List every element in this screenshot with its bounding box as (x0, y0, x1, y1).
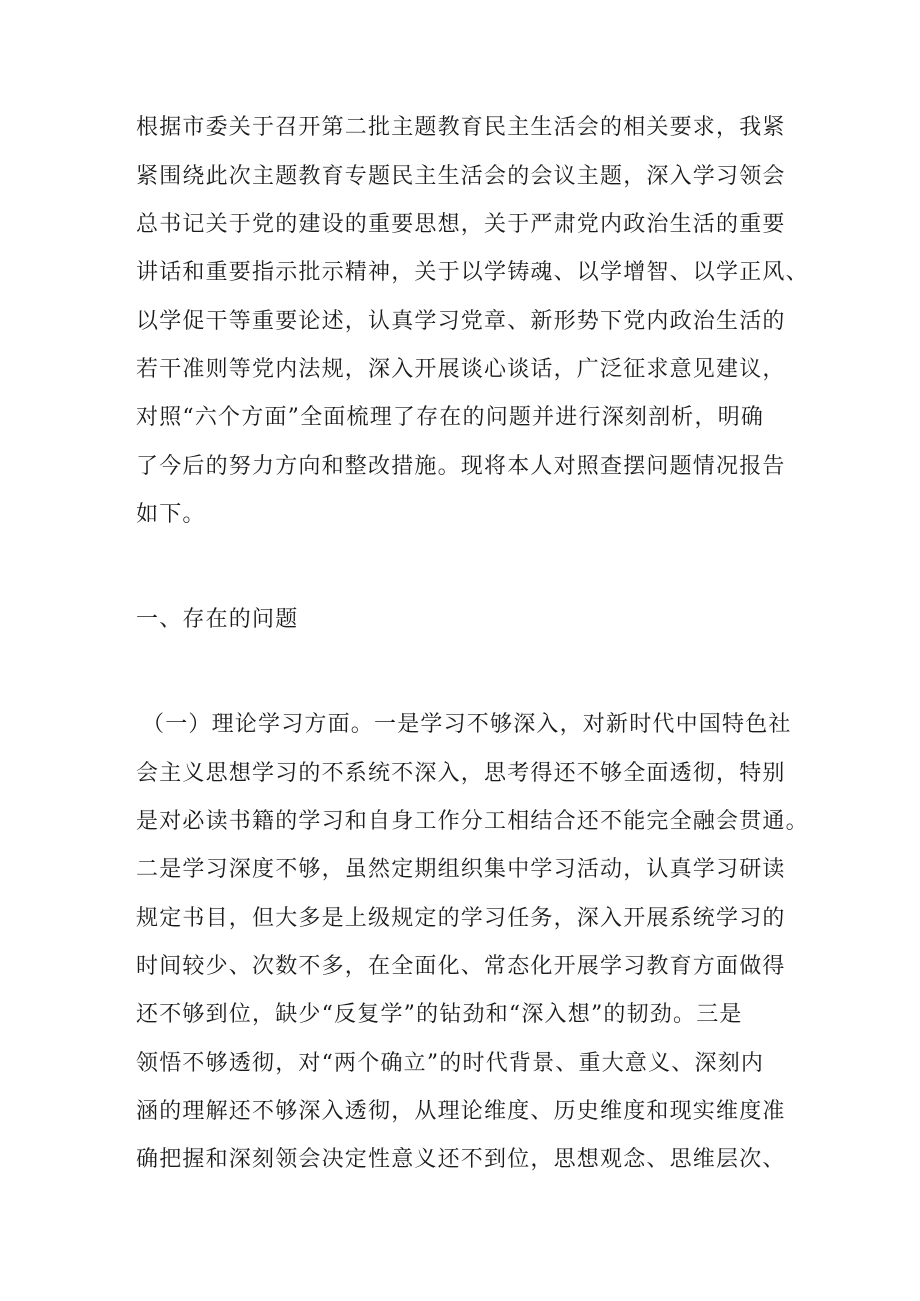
intro-line: 紧围绕此次主题教育专题民主生活会的会议主题，深入学习领会 (136, 164, 786, 189)
section1-line: 领悟不够透彻，对“两个确立”的时代背景、重大意义、深刻内 (136, 1051, 765, 1076)
section1-line: 涵的理解还不够深入透彻，从理论维度、历史维度和现实维度准 (136, 1099, 786, 1124)
section1-line: 会主义思想学习的不系统不深入，思考得还不够全面透彻，特别 (136, 761, 786, 786)
intro-line: 对照“六个方面”全面梳理了存在的问题并进行深刻剖析，明确 (136, 405, 765, 430)
section1-line: 二是学习深度不够，虽然定期组织集中学习活动，认真学习研读 (136, 857, 786, 882)
intro-line: 了今后的努力方向和整改措施。现将本人对照查摆问题情况报告 (136, 454, 786, 479)
section1-line: 确把握和深刻领会决定性意义还不到位，思想观念、思维层次、 (136, 1147, 786, 1172)
intro-line: 讲话和重要指示批示精神，关于以学铸魂、以学增智、以学正风、 (136, 260, 809, 285)
intro-line: 如下。 (136, 502, 206, 527)
intro-line: 若干准则等党内法规，深入开展谈心谈话，广泛征求意见建议， (136, 357, 786, 382)
section1-line: 规定书目，但大多是上级规定的学习任务，深入开展系统学习的 (136, 906, 786, 931)
section1-line: 还不够到位，缺少“反复学”的钻劲和“深入想”的韧劲。三是 (136, 1002, 743, 1027)
section1-line: 时间较少、次数不多，在全面化、常态化开展学习教育方面做得 (136, 954, 786, 979)
intro-line: 根据市委关于召开第二批主题教育民主生活会的相关要求，我紧 (136, 115, 786, 140)
section-heading: 一、存在的问题 (136, 607, 299, 632)
section1-line: 是对必读书籍的学习和自身工作分工相结合还不能完全融会贯通。 (136, 809, 809, 834)
section1-line: （一）理论学习方面。一是学习不够深入，对新时代中国特色社 (142, 712, 792, 737)
intro-line: 以学促干等重要论述，认真学习党章、新形势下党内政治生活的 (136, 309, 786, 334)
intro-line: 总书记关于党的建设的重要思想，关于严肃党内政治生活的重要 (136, 212, 786, 237)
